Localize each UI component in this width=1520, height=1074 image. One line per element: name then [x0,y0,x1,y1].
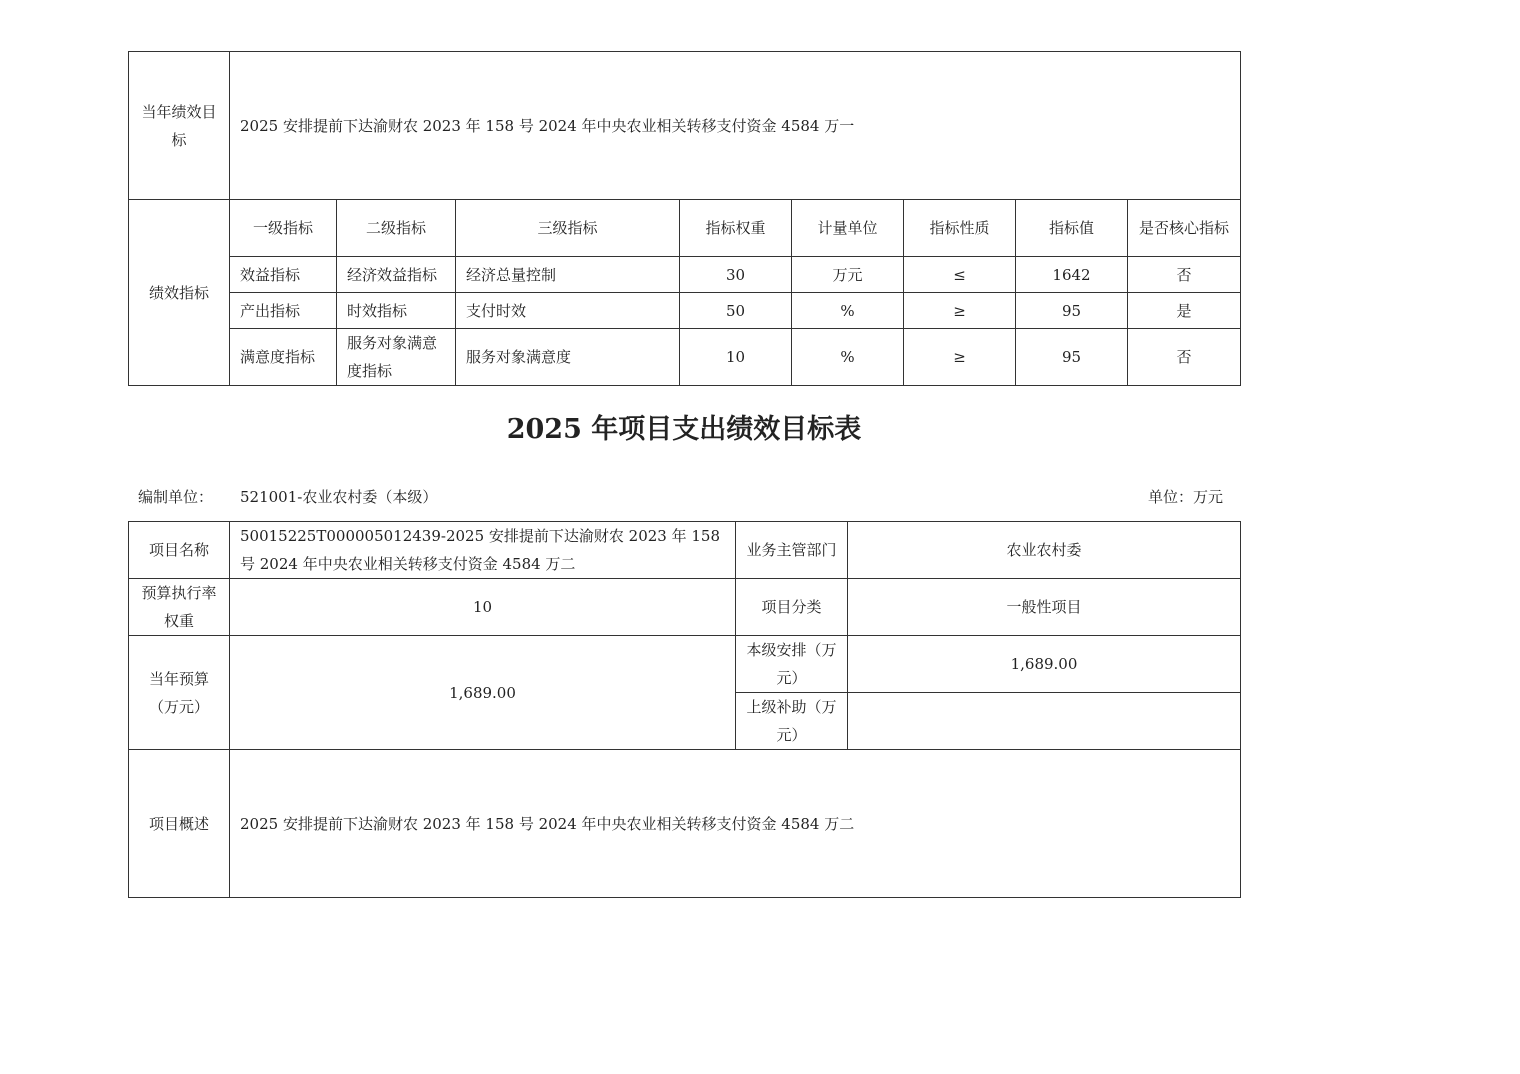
cell: 是 [1128,293,1241,329]
project-name-label: 项目名称 [129,522,230,579]
compiling-unit-value: 521001-农业农村委（本级） [240,488,438,506]
performance-goal-table [128,51,1241,386]
category-value: 一般性项目 [848,579,1241,636]
table-row [129,293,1241,329]
cell: 否 [1128,257,1241,293]
cell: 满意度指标 [230,329,337,386]
budget-label: 当年预算（万元） [129,636,230,750]
header-level1: 一级指标 [230,200,337,257]
currency-unit: 单位：万元 [1148,488,1224,506]
cell: ≥ [904,293,1016,329]
annual-goal-label: 当年绩效目标 [129,52,230,200]
overview-label: 项目概述 [129,750,230,898]
indicators-label: 绩效指标 [129,200,230,386]
compiling-unit-label: 编制单位： [138,488,214,506]
header-level2: 二级指标 [337,200,456,257]
budget-value: 1,689.00 [230,636,736,750]
header-nature: 指标性质 [904,200,1016,257]
cell: % [792,329,904,386]
category-label: 项目分类 [736,579,848,636]
cell: 50 [680,293,792,329]
cell: % [792,293,904,329]
cell: 95 [1016,293,1128,329]
cell: 95 [1016,329,1128,386]
exec-rate-label: 预算执行率权重 [129,579,230,636]
cell: ≥ [904,329,1016,386]
upper-subsidy-label: 上级补助（万元） [736,693,848,750]
local-arrangement-value: 1,689.00 [848,636,1241,693]
cell: 10 [680,329,792,386]
local-arrangement-label: 本级安排（万元） [736,636,848,693]
dept-label: 业务主管部门 [736,522,848,579]
project-info-table [128,521,1241,898]
header-core: 是否核心指标 [1128,200,1241,257]
cell: 万元 [792,257,904,293]
dept-value: 农业农村委 [848,522,1241,579]
cell: 否 [1128,329,1241,386]
cell: 经济效益指标 [337,257,456,293]
exec-rate-value: 10 [230,579,736,636]
cell: 经济总量控制 [456,257,680,293]
page-title: 2025 年项目支出绩效目标表 [506,414,862,445]
cell: 服务对象满意度指标 [337,329,456,386]
cell: 30 [680,257,792,293]
cell: 支付时效 [456,293,680,329]
cell: 1642 [1016,257,1128,293]
header-level3: 三级指标 [456,200,680,257]
project-name-value: 50015225T000005012439-2025 安排提前下达渝财农 2023 年 158 号 2024 年中央农业相关转移支付资金 4584 万二 [230,522,736,579]
table-row [129,257,1241,293]
header-weight: 指标权重 [680,200,792,257]
cell: 效益指标 [230,257,337,293]
overview-text: 2025 安排提前下达渝财农 2023 年 158 号 2024 年中央农业相关转移支付资金 4584 万二 [230,750,1241,898]
cell: 服务对象满意度 [456,329,680,386]
table-row [129,329,1241,386]
upper-subsidy-value [848,693,1241,750]
header-unit: 计量单位 [792,200,904,257]
annual-goal-text: 2025 安排提前下达渝财农 2023 年 158 号 2024 年中央农业相关转移支付资金 4584 万一 [230,52,1241,200]
cell: 时效指标 [337,293,456,329]
cell: 产出指标 [230,293,337,329]
header-value: 指标值 [1016,200,1128,257]
cell: ≤ [904,257,1016,293]
